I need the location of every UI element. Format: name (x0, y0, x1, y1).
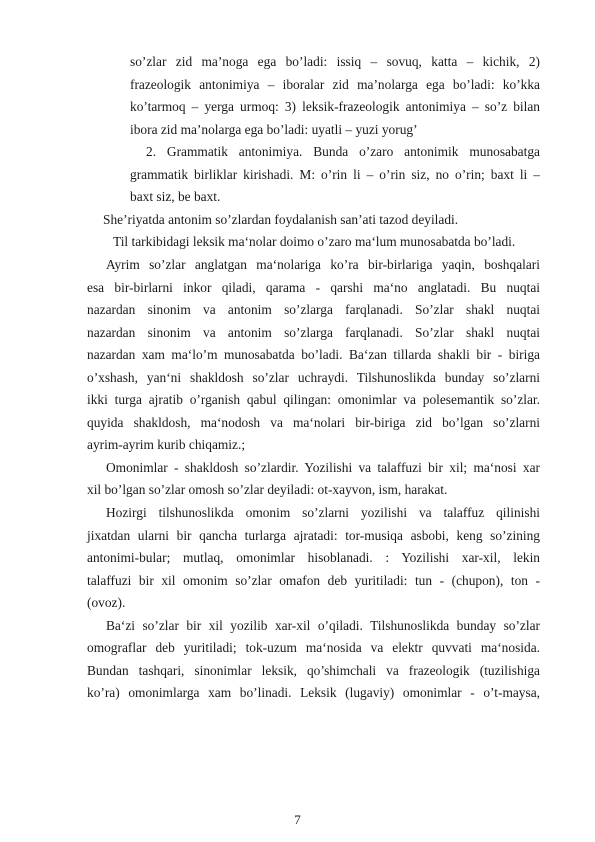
text-line: jixatdan ularni bir qancha turlarga ajratadi: tor-musiqa asbobi, keng so’zining (87, 527, 540, 543)
text-line: She’riyatda antonim so’zlardan foydalanish san’ati tazod deyiladi. (103, 211, 459, 227)
text-line: omograflar deb yuritiladi; tok-uzum ma‘nosida va elektr quvvati ma‘nosida. (87, 640, 540, 656)
text-line: talaffuzi bir xil omonim so’zlar omafon deb yuritiladi: tun - (chupon), ton - (87, 572, 540, 588)
text-line: Ba‘zi so’zlar bir xil yozilib xar-xil o’qiladi. Tilshunoslikda bunday so’zlar (106, 617, 540, 633)
text-line: 2. Grammatik antonimiya. Bunda o’zaro antonimik munosabatga (146, 144, 540, 160)
text-line: ayrim-ayrim kurib chiqamiz.; (87, 437, 246, 453)
text-line: Ayrim so’zlar anglatgan ma‘nolariga ko’ra bir-birlariga yaqin, boshqalari (106, 257, 540, 272)
text-line: Omonimlar - shakldosh so’zlardir. Yozilishi va talaffuzi bir xil; ma‘nosi xar (106, 459, 540, 475)
page-number: 7 (294, 812, 301, 827)
text-line: ko’ra) omonimlarga xam bo’linadi. Leksik (lugaviy) omonimlar - o’t-maysa, (87, 685, 540, 701)
text-line: nazardan xam ma‘lo’m munosabatda bo’ladi. Ba‘zan tillarda shakli bir - biriga (87, 347, 540, 363)
text-line: (ovoz). (87, 595, 126, 611)
text-line: Til tarkibidagi leksik ma‘nolar doimo o’zaro ma‘lum munosabatda bo’ladi. (113, 234, 516, 250)
text-line: xil bo’lgan so’zlar omosh so’zlar deyiladi: ot-xayvon, ism, harakat. (87, 482, 448, 498)
text-line: so’zlar zid ma’noga ega bo’ladi: issiq – sovuq, katta – kichik, 2) (130, 54, 540, 69)
text-line: ibora zid ma’nolarga ega bo’ladi: uyatli – yuzi yorug’ (130, 121, 418, 137)
text-line: o’xshash, yan‘ni shakldosh so’zlar uchraydi. Tilshunoslikda bunday so’zlarni (87, 369, 540, 385)
text-line: Hozirgi tilshunoslikda omonim so’zlarni yozilishi va talaffuz qilinishi (106, 505, 540, 520)
text-line: Bundan tashqari, sinonimlar leksik, qo’shimchali va frazeologik (tuzilishiga (87, 662, 540, 678)
text-line: antonimi-bular; mutlaq, omonimlar hisoblanadi. : Yozilishi xar-xil, lekin (87, 550, 540, 566)
text-line: baxt siz, be baxt. (130, 189, 221, 205)
text-line: nazardan sinonim va antonim so’zlarga farqlanadi. So’zlar shakl nuqtai (87, 302, 540, 318)
text-line: nazardan sinonim va antonim so’zlarga farqlanadi. So’zlar shakl nuqtai (87, 324, 540, 340)
text-line: ko’tarmoq – yerga urmoq: 3) leksik-frazeologik antonimiya – so’z bilan (130, 99, 540, 115)
text-line: frazeologik antonimiya – iboralar zid ma’nolarga ega bo’ladi: ko’kka (130, 76, 540, 92)
text-line: esa bir-birlarni inkor qiladi, qarama - qarshi ma‘no anglatadi. Bu nuqtai (87, 279, 540, 295)
text-line: grammatik birliklar kirishadi. M: o’rin li – o’rin siz, no o’rin; baxt li – (130, 166, 540, 182)
text-line: quyida shakldosh, ma‘nodosh va ma‘nolari bir-biriga zid bo’lgan so’zlarni (87, 414, 540, 430)
text-line: ikki turga ajratib o’rganish qabul qilingan: omonimlar va polesemantik so’zlar. (87, 392, 540, 408)
